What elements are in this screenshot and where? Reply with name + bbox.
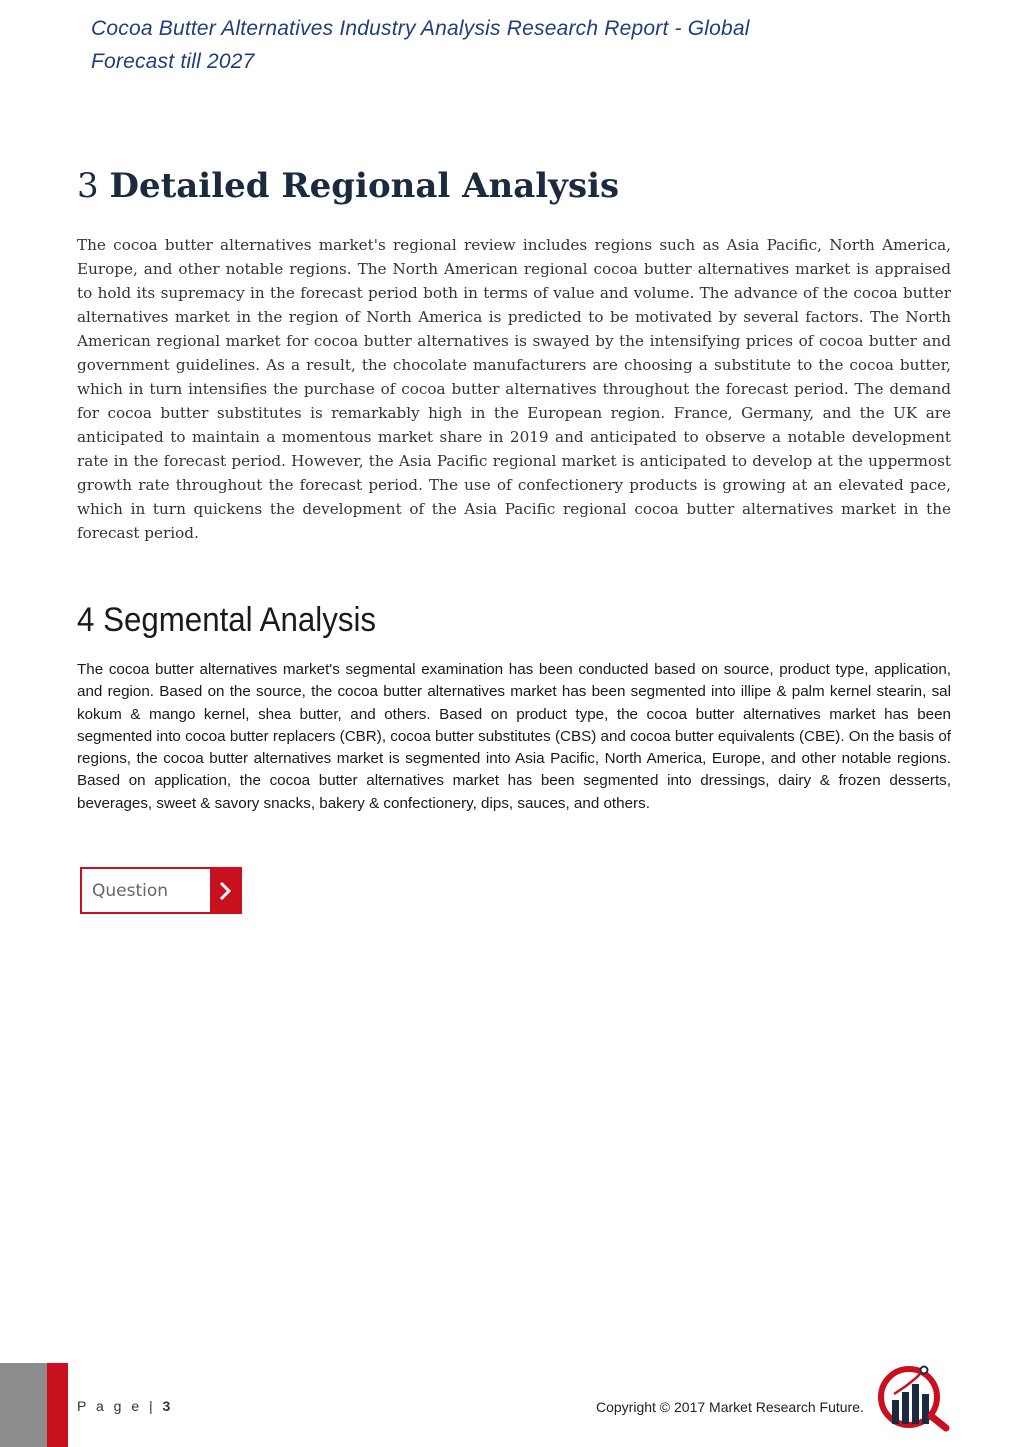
section-3-title: Detailed Regional Analysis [109, 166, 620, 206]
copyright-text: Copyright © 2017 Market Research Future. [596, 1399, 864, 1415]
section-3-body: The cocoa butter alternatives market's regional review includes regions such as Asia Pacific, North America, Europe, and other notable regions. The North American regional cocoa butter alternatives market is appraised to hold its supremacy in the forecast period both in terms of value and volume. The advance of the cocoa butter alternatives market in the region of North America is predicted to be motivated by several factors. The North American regional market for cocoa butter alternatives is swayed by the intensifying prices of cocoa butter and government guidelines. As a result, the chocolate manufacturers are choosing a substitute to the cocoa butter, which in turn intensifies the purchase of cocoa butter alternatives throughout the forecast period. The demand for cocoa butter substitutes is remarkably high in the European region. France, Germany, and the UK are anticipated to maintain a momentous market share in 2019 and anticipated to observe a notable development rate in the forecast period. However, the Asia Pacific regional market is anticipated to develop at the uppermost growth rate throughout the forecast period. The use of confectionery products is growing at an elevated pace, which in turn quickens the development of the Asia Pacific regional cocoa butter alternatives market in the forecast period. [77, 236, 951, 542]
page-number-value: 3 [162, 1398, 171, 1414]
footer-red-bar [47, 1363, 68, 1447]
page-label: P a g e | [77, 1398, 163, 1414]
question-button-label: Question [92, 880, 169, 901]
section-3-number: 3 [77, 166, 99, 206]
page-number [77, 1398, 170, 1414]
footer-gray-bar [0, 1363, 47, 1447]
section-3-heading [77, 163, 619, 209]
section-4-heading: 4 Segmental Analysis [77, 601, 377, 639]
report-header-title: Cocoa Butter Alternatives Industry Analysis Research Report - Global Forecast till 2027 [91, 17, 750, 73]
section-4-body: The cocoa butter alternatives market's segmental examination has been conducted based on source, product type, application, and region. Based on the source, the cocoa butter alternatives market has been segmented into illipe & palm kernel stearin, sal kokum & mango kernel, shea butter, and others. Based on product type, the cocoa butter alternatives market has been segmented into cocoa butter replacers (CBR), cocoa butter substitutes (CBS) and cocoa butter equivalents (CBE). On the basis of regions, the cocoa butter alternatives market is segmented into Asia Pacific, North America, Europe, and other notable regions. Based on application, the cocoa butter alternatives market has been segmented into dressings, dairy & frozen desserts, beverages, sweet & savory snacks, bakery & confectionery, dips, sauces, and others. [77, 661, 951, 812]
question-button[interactable] [80, 867, 242, 914]
chevron-right-icon [210, 869, 240, 912]
market-research-future-logo [876, 1364, 952, 1432]
